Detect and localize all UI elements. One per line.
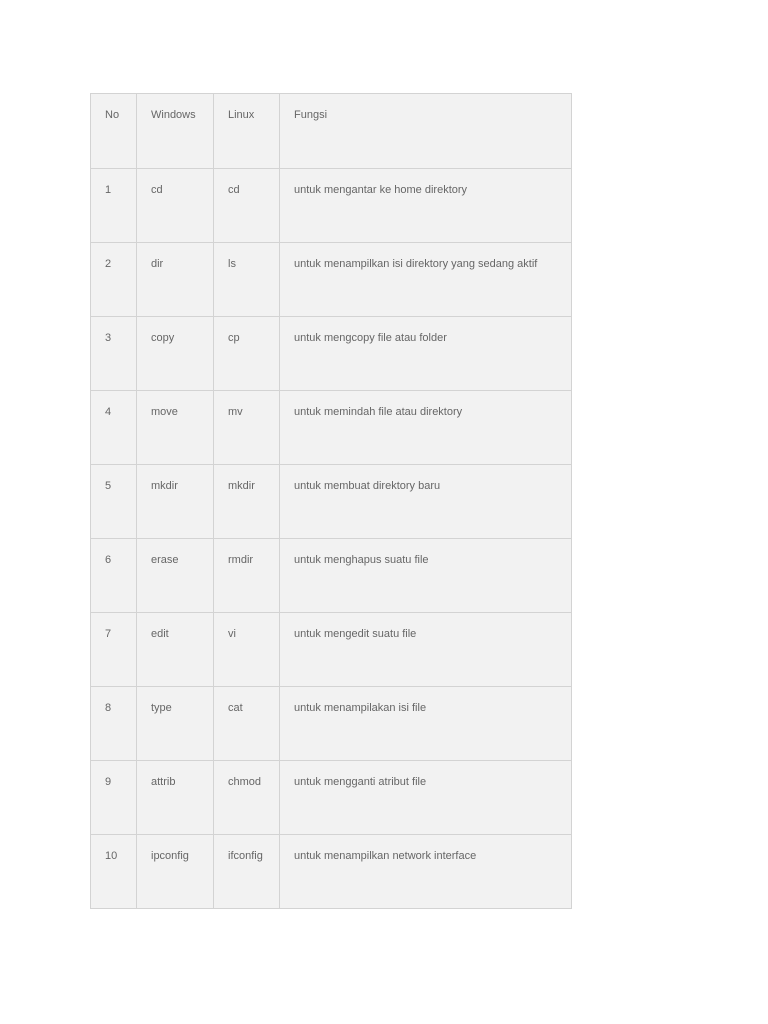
cell-fungsi: untuk memindah file atau direktory bbox=[280, 391, 572, 465]
cell-no: 10 bbox=[91, 835, 137, 909]
cell-windows: mkdir bbox=[137, 465, 214, 539]
cell-fungsi: untuk mengganti atribut file bbox=[280, 761, 572, 835]
cell-no: 1 bbox=[91, 169, 137, 243]
cell-linux: ls bbox=[214, 243, 280, 317]
cell-no: 9 bbox=[91, 761, 137, 835]
header-no: No bbox=[91, 94, 137, 169]
cell-no: 6 bbox=[91, 539, 137, 613]
table-row bbox=[91, 317, 572, 391]
table-row bbox=[91, 687, 572, 761]
cell-linux: vi bbox=[214, 613, 280, 687]
cell-no: 7 bbox=[91, 613, 137, 687]
table-row bbox=[91, 761, 572, 835]
cell-no: 8 bbox=[91, 687, 137, 761]
cell-no: 3 bbox=[91, 317, 137, 391]
header-windows: Windows bbox=[137, 94, 214, 169]
table-header-row bbox=[91, 94, 572, 169]
cell-windows: edit bbox=[137, 613, 214, 687]
cell-no: 2 bbox=[91, 243, 137, 317]
cell-fungsi: untuk menampilakan isi file bbox=[280, 687, 572, 761]
table-row bbox=[91, 613, 572, 687]
cell-linux: mv bbox=[214, 391, 280, 465]
cell-fungsi: untuk menghapus suatu file bbox=[280, 539, 572, 613]
cell-windows: type bbox=[137, 687, 214, 761]
cell-windows: ipconfig bbox=[137, 835, 214, 909]
cell-windows: dir bbox=[137, 243, 214, 317]
cell-windows: cd bbox=[137, 169, 214, 243]
command-table bbox=[90, 93, 572, 909]
cell-windows: attrib bbox=[137, 761, 214, 835]
cell-linux: chmod bbox=[214, 761, 280, 835]
header-fungsi: Fungsi bbox=[280, 94, 572, 169]
command-table-body bbox=[91, 94, 572, 909]
cell-windows: erase bbox=[137, 539, 214, 613]
cell-linux: rmdir bbox=[214, 539, 280, 613]
cell-windows: move bbox=[137, 391, 214, 465]
cell-fungsi: untuk mengantar ke home direktory bbox=[280, 169, 572, 243]
cell-windows: copy bbox=[137, 317, 214, 391]
cell-linux: cd bbox=[214, 169, 280, 243]
cell-fungsi: untuk menampilkan network interface bbox=[280, 835, 572, 909]
table-row bbox=[91, 169, 572, 243]
cell-no: 4 bbox=[91, 391, 137, 465]
cell-linux: mkdir bbox=[214, 465, 280, 539]
table-row bbox=[91, 465, 572, 539]
cell-fungsi: untuk menampilkan isi direktory yang sedang aktif bbox=[280, 243, 572, 317]
cell-fungsi: untuk mengedit suatu file bbox=[280, 613, 572, 687]
cell-linux: ifconfig bbox=[214, 835, 280, 909]
table-row bbox=[91, 539, 572, 613]
cell-fungsi: untuk membuat direktory baru bbox=[280, 465, 572, 539]
cell-fungsi: untuk mengcopy file atau folder bbox=[280, 317, 572, 391]
cell-linux: cp bbox=[214, 317, 280, 391]
cell-linux: cat bbox=[214, 687, 280, 761]
cell-no: 5 bbox=[91, 465, 137, 539]
table-row bbox=[91, 243, 572, 317]
table-row bbox=[91, 391, 572, 465]
table-row bbox=[91, 835, 572, 909]
header-linux: Linux bbox=[214, 94, 280, 169]
